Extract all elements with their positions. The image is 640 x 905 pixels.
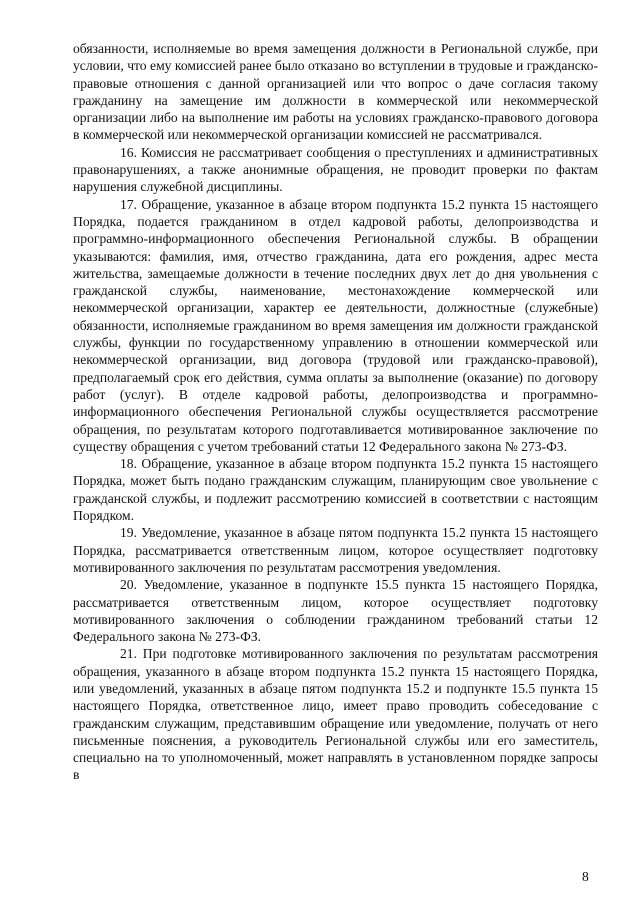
paragraph-continuation: обязанности, исполняемые во время замещения должности в Региональной службе, при условии, что ему комиссией ранее было отказано во вступлении в трудовые и гражданско-правовые отношения с данной организацией или что вопрос о даче согласия такому гражданину на замещение им должности в коммерческой или некоммерческой организации либо на выполнение им работы на условиях гражданско-правового договора в коммерческой или некоммерческой организации комиссией не рассматривался. [73, 41, 598, 143]
paragraph-21: 21. При подготовке мотивированного заключения по результатам рассмотрения обращения, указанного в абзаце втором подпункта 15.2 пункта 15 настоящего Порядка, или уведомлений, указанных в абзаце пятом подпункта 15.2 и подпункте 15.5 пункта 15 настоящего Порядка, ответственное лицо, имеет право проводить собеседование с гражданским служащим, представившим обращение или уведомление, получать от него письменные пояснения, а руководитель Региональной службы или его заместитель, специально на то уполномоченный, может направлять в установленном порядке запросы в [73, 646, 598, 783]
page-number: 8 [582, 869, 589, 884]
paragraph-19: 19. Уведомление, указанное в абзаце пятом подпункта 15.2 пункта 15 настоящего Порядка, рассматривается ответственным лицом, которое осуществляет подготовку мотивированного заключения по результатам рассмотрения уведомления. [73, 525, 598, 575]
document-body [73, 40, 598, 784]
paragraph-16: 16. Комиссия не рассматривает сообщения о преступлениях и административных правонарушениях, а также анонимные обращения, не проводит проверки по фактам нарушения служебной дисциплины. [73, 144, 598, 195]
paragraph-17: 17. Обращение, указанное в абзаце втором подпункта 15.2 пункта 15 настоящего Порядка, подается гражданином в отдел кадровой работы, делопроизводства и программно-информационного обеспечения Региональной службы. В обращении указываются: фамилия, имя, отчество гражданина, дата его рождения, адрес места жительства, замещаемые должности в течение последних двух лет до дня увольнения с гражданской службы, наименование, местонахождение коммерческой или некоммерческой организации, характер ее деятельности, должностные (служебные) обязанности, исполняемые гражданином во время замещения им должности гражданской службы, функции по государственному управлению в отношении коммерческой или некоммерческой организации, вид договора (трудовой или гражданско-правовой), предполагаемый срок его действия, сумма оплаты за выполнение (оказание) по договору работ (услуг). В отделе кадровой работы, делопроизводства и программно-информационного обеспечения Региональной службы осуществляется рассмотрение обращения, по результатам которого подготавливается мотивированное заключение по существу обращения с учетом требований статьи 12 Федерального закона № 273-ФЗ. [73, 196, 598, 454]
paragraph-18: 18. Обращение, указанное в абзаце втором подпункта 15.2 пункта 15 настоящего Порядка, может быть подано гражданским служащим, планирующим свое увольнение с гражданской службы, и подлежит рассмотрению комиссией в соответствии с настоящим Порядком. [73, 456, 598, 524]
paragraph-20: 20. Уведомление, указанное в подпункте 15.5 пункта 15 настоящего Порядка, рассматривается ответственным лицом, которое осуществляет подготовку мотивированного заключения о соблюдении гражданином требований статьи 12 Федерального закона № 273-ФЗ. [73, 577, 598, 645]
